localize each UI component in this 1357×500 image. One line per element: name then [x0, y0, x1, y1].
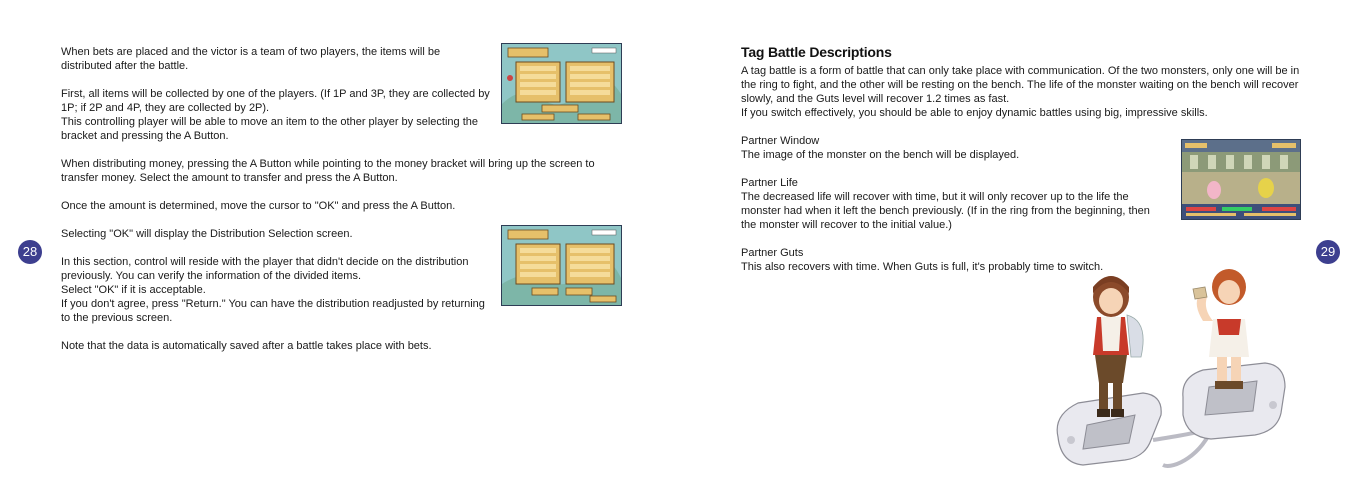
paragraph-1: When bets are placed and the victor is a team of two players, the items will be distributed after the battle. [61, 46, 441, 72]
paragraph-5: Once the amount is determined, move the cursor to "OK" and press the A Button. [61, 200, 456, 212]
partner-life-title: Partner Life [741, 177, 798, 189]
paragraph-6: Selecting "OK" will display the Distribution Selection screen. [61, 228, 353, 240]
paragraph-2: First, all items will be collected by one of the players. (If 1P and 3P, they are collected by 1P; if 2P and 4P, they are collected by 2P). [61, 88, 490, 114]
item-distribution-screenshot [501, 43, 622, 124]
partner-guts-body: This also recovers with time. When Guts is full, it's probably time to switch. [741, 261, 1104, 273]
partner-window-title: Partner Window [741, 135, 820, 147]
paragraph-10: Note that the data is automatically saved after a battle takes place with bets. [61, 340, 432, 352]
paragraph-9: If you don't agree, press "Return." You can have the distribution readjusted by returning to the previous screen. [61, 298, 485, 324]
right-page [678, 0, 1357, 500]
partner-life-body: The decreased life will recover with time, but it will only recover up to the life the monster had when it left the bench previously. (If in the ring from the beginning, then the monster will recover to the initial value.) [741, 191, 1150, 231]
page-number-left: 28 [18, 240, 42, 264]
intro-paragraph-2: If you switch effectively, you should be able to enjoy dynamic battles using big, impressive skills. [741, 107, 1208, 119]
paragraph-3: This controlling player will be able to move an item to the other player by selecting the bracket and pressing the A Button. [61, 116, 478, 142]
linked-handhelds-illustration [1053, 265, 1293, 485]
page-number-right: 29 [1316, 240, 1340, 264]
paragraph-8: Select "OK" if it is acceptable. [61, 284, 206, 296]
section-heading: Tag Battle Descriptions [741, 44, 892, 60]
intro-paragraph: A tag battle is a form of battle that can only take place with communication. Of the two monsters, only one will be in the ring to fight, and the other will be resting on the bench. The life of the monster waiting on the bench will recover slowly, and the Guts level will recover 1.2 times as fast. [741, 65, 1300, 105]
partner-window-body: The image of the monster on the bench will be displayed. [741, 149, 1020, 161]
partner-guts-title: Partner Guts [741, 247, 804, 259]
distribution-selection-screenshot [501, 225, 622, 306]
left-page [0, 0, 678, 500]
paragraph-4: When distributing money, pressing the A Button while pointing to the money bracket will bring up the screen to transfer money. Select the amount to transfer and press the A Button. [61, 158, 595, 184]
paragraph-7: In this section, control will reside with the player that didn't decide on the distribution previously. You can verify the information of the divided items. [61, 256, 469, 282]
tag-battle-screenshot [1181, 139, 1301, 220]
